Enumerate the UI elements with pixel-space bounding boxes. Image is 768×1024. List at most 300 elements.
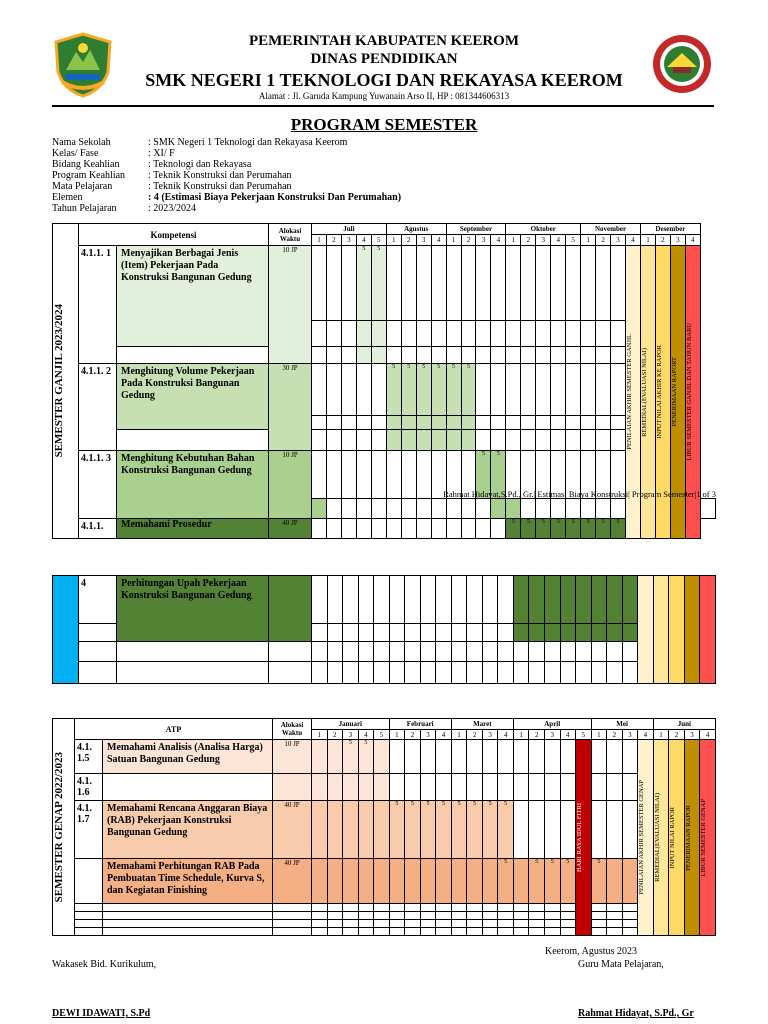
calendar-event-column — [669, 740, 685, 936]
week-cell — [491, 430, 506, 451]
week-cell — [498, 774, 514, 801]
week-cell — [343, 912, 359, 920]
week-number: 5 — [566, 235, 581, 246]
week-number: 2 — [461, 235, 476, 246]
week-cell — [536, 499, 551, 519]
week-number: 3 — [420, 730, 436, 740]
week-cell — [476, 499, 491, 519]
empty-jp-cell — [273, 920, 312, 928]
week-cell — [343, 928, 359, 936]
week-cell — [358, 912, 374, 920]
header-line1: PEMERINTAH KABUPATEN KEEROM — [248, 33, 519, 49]
week-cell: 5 — [416, 364, 431, 416]
week-cell — [451, 774, 467, 801]
week-cell — [591, 576, 607, 624]
week-cell — [420, 642, 436, 662]
week-cell — [389, 642, 405, 662]
week-cell — [544, 904, 560, 912]
week-cell — [591, 662, 607, 684]
week-number: 4 — [356, 235, 371, 246]
week-number: 4 — [700, 730, 716, 740]
week-cell: 5 — [551, 519, 566, 539]
week-cell: 5 — [420, 801, 436, 859]
week-cell — [551, 321, 566, 347]
week-number: 3 — [536, 235, 551, 246]
competency-jp: 10 JP — [269, 246, 312, 364]
atp-code — [75, 859, 103, 904]
week-cell — [529, 740, 545, 774]
continuation-row — [53, 642, 716, 662]
competency-jp: 10 JP — [269, 451, 312, 519]
week-cell — [591, 912, 607, 920]
week-number: 4 — [685, 235, 700, 246]
week-cell — [551, 416, 566, 430]
week-number: 1 — [581, 235, 596, 246]
calendar-event-label: PENERIMAAN RAPORT — [670, 357, 678, 427]
empty-jp-cell — [269, 642, 312, 662]
week-cell — [371, 499, 386, 519]
week-cell — [326, 347, 341, 364]
week-cell — [374, 912, 390, 920]
header-line2: DINAS PENDIDIKAN — [310, 51, 458, 67]
week-cell — [312, 904, 328, 912]
week-cell — [476, 364, 491, 416]
week-cell — [326, 430, 341, 451]
place-date: Keerom, Agustus 2023 — [545, 946, 637, 957]
week-cell — [312, 801, 328, 859]
week-cell — [341, 430, 356, 451]
atp-jp: 40 JP — [273, 801, 312, 859]
week-cell — [611, 416, 626, 430]
week-cell — [356, 416, 371, 430]
month-header: Juli — [312, 224, 387, 235]
week-cell: 5 — [446, 364, 461, 416]
week-cell — [566, 364, 581, 416]
empty-text-cell — [103, 904, 273, 912]
atp-jp — [273, 774, 312, 801]
week-cell — [446, 246, 461, 321]
week-cell — [513, 928, 529, 936]
week-number: 1 — [446, 235, 461, 246]
week-cell — [521, 499, 536, 519]
week-cell — [401, 416, 416, 430]
week-cell — [482, 576, 498, 624]
week-cell — [436, 904, 452, 912]
week-number: 2 — [467, 730, 483, 740]
week-cell — [596, 246, 611, 321]
week-cell — [498, 576, 514, 624]
week-cell — [506, 416, 521, 430]
week-number: 2 — [327, 730, 343, 740]
header-row — [53, 719, 716, 730]
week-cell — [312, 416, 327, 430]
week-cell — [356, 499, 371, 519]
week-cell — [560, 801, 576, 859]
empty-text-cell — [103, 912, 273, 920]
week-cell — [451, 576, 467, 624]
week-cell — [431, 416, 446, 430]
week-cell — [596, 347, 611, 364]
week-cell: 5 — [482, 801, 498, 859]
week-cell — [529, 642, 545, 662]
week-cell — [611, 321, 626, 347]
week-cell — [446, 416, 461, 430]
week-cell — [436, 920, 452, 928]
week-cell — [544, 662, 560, 684]
week-cell — [416, 430, 431, 451]
week-cell — [581, 416, 596, 430]
week-cell — [560, 912, 576, 920]
week-number: 3 — [341, 235, 356, 246]
week-cell — [529, 928, 545, 936]
left-signatory-name: DEWI IDAWATI, S.Pd — [52, 1008, 151, 1019]
week-cell — [401, 499, 416, 519]
month-header: Oktober — [506, 224, 581, 235]
week-cell — [544, 740, 560, 774]
week-cell — [513, 859, 529, 904]
week-cell — [544, 576, 560, 624]
week-number: 4 — [431, 235, 446, 246]
week-number: 1 — [386, 235, 401, 246]
week-cell — [312, 642, 328, 662]
week-cell — [591, 740, 607, 774]
week-cell — [611, 499, 626, 519]
week-cell — [560, 920, 576, 928]
week-cell — [513, 774, 529, 801]
week-cell — [622, 904, 638, 912]
week-cell — [536, 347, 551, 364]
week-cell — [521, 416, 536, 430]
week-cell — [622, 740, 638, 774]
week-cell: 5 — [521, 519, 536, 539]
week-cell: 5 — [371, 246, 386, 321]
week-cell — [343, 642, 359, 662]
week-cell — [356, 519, 371, 539]
competency-code: 4.1.1. — [79, 519, 117, 539]
week-cell — [420, 774, 436, 801]
week-cell: 5 — [358, 740, 374, 774]
week-cell — [389, 774, 405, 801]
empty-jp-cell — [269, 662, 312, 684]
week-cell — [451, 642, 467, 662]
week-cell — [356, 364, 371, 416]
week-cell — [482, 642, 498, 662]
week-cell — [420, 912, 436, 920]
week-cell — [607, 801, 623, 859]
week-cell — [596, 416, 611, 430]
month-header: Agustus — [386, 224, 446, 235]
week-cell — [581, 430, 596, 451]
week-cell — [451, 928, 467, 936]
week-cell — [551, 347, 566, 364]
week-number: 2 — [529, 730, 545, 740]
week-cell — [358, 624, 374, 642]
week-cell — [607, 642, 623, 662]
week-cell — [521, 321, 536, 347]
week-number: 3 — [684, 730, 700, 740]
week-cell — [491, 499, 506, 519]
week-cell — [700, 499, 715, 519]
week-cell — [467, 576, 483, 624]
week-cell — [482, 662, 498, 684]
week-cell — [327, 774, 343, 801]
week-cell: 5 — [560, 859, 576, 904]
week-cell — [356, 430, 371, 451]
week-cell — [312, 662, 328, 684]
week-number: 2 — [401, 235, 416, 246]
week-cell — [611, 364, 626, 416]
info-row: Mata Pelajaran : Teknik Konstruksi dan Perumahan — [52, 181, 292, 192]
week-number: 5 — [371, 235, 386, 246]
week-cell — [312, 519, 327, 539]
week-cell — [312, 859, 328, 904]
week-cell — [405, 662, 421, 684]
info-row: Program Keahlian : Teknik Konstruksi dan Perumahan — [52, 170, 292, 181]
week-cell — [467, 920, 483, 928]
week-number: 4 — [358, 730, 374, 740]
week-cell — [551, 364, 566, 416]
week-cell — [491, 246, 506, 321]
week-cell — [461, 430, 476, 451]
atp-row — [53, 912, 716, 920]
week-cell: 5 — [611, 519, 626, 539]
week-cell — [544, 624, 560, 642]
week-cell — [371, 321, 386, 347]
week-cell — [420, 928, 436, 936]
week-cell — [405, 774, 421, 801]
week-cell — [371, 519, 386, 539]
week-cell — [560, 928, 576, 936]
continuation-row — [53, 576, 716, 624]
week-cell: 5 — [356, 246, 371, 321]
month-header: Desember — [640, 224, 700, 235]
week-cell — [607, 904, 623, 912]
week-cell — [420, 662, 436, 684]
week-cell — [529, 912, 545, 920]
week-cell — [491, 321, 506, 347]
info-row: Bidang Keahlian : Teknologi dan Rekayasa — [52, 159, 252, 170]
continuation-side — [53, 576, 79, 684]
week-cell: 5 — [451, 801, 467, 859]
week-cell — [476, 519, 491, 539]
week-cell — [416, 347, 431, 364]
week-cell — [420, 624, 436, 642]
month-header: Februari — [389, 719, 451, 730]
week-cell — [536, 416, 551, 430]
week-cell — [529, 774, 545, 801]
week-cell — [581, 499, 596, 519]
week-cell — [386, 499, 401, 519]
week-cell — [312, 912, 328, 920]
week-cell: 5 — [343, 740, 359, 774]
genap-schedule-table — [52, 718, 716, 936]
week-cell — [622, 642, 638, 662]
week-cell — [374, 624, 390, 642]
week-cell: 5 — [529, 859, 545, 904]
week-cell — [506, 347, 521, 364]
week-cell — [521, 246, 536, 321]
atp-text — [103, 774, 273, 801]
week-cell — [312, 920, 328, 928]
competency-text: Perhitungan Upah Pekerjaan Konstruksi Bangunan Gedung — [117, 576, 269, 642]
week-cell — [451, 912, 467, 920]
week-cell — [482, 920, 498, 928]
week-cell: 5 — [591, 859, 607, 904]
week-number: 3 — [611, 235, 626, 246]
week-cell — [461, 499, 476, 519]
week-cell — [343, 904, 359, 912]
school-info — [52, 137, 401, 214]
competency-jp: 30 JP — [269, 364, 312, 451]
week-cell — [358, 859, 374, 904]
week-cell — [607, 859, 623, 904]
week-number: 3 — [343, 730, 359, 740]
week-cell — [327, 576, 343, 624]
calendar-event-label: INPUT NILAI AKHIR KE RAPOR — [655, 345, 663, 439]
week-cell — [467, 774, 483, 801]
week-cell — [431, 519, 446, 539]
week-cell — [622, 576, 638, 624]
week-cell — [611, 430, 626, 451]
week-number: 1 — [312, 730, 328, 740]
week-cell — [544, 642, 560, 662]
month-header: Januari — [312, 719, 390, 730]
week-cell — [405, 642, 421, 662]
semester-side-text: SEMESTER GENAP 2022/2023 — [53, 751, 65, 903]
week-cell — [431, 430, 446, 451]
empty-text-cell — [117, 430, 269, 451]
week-cell — [358, 642, 374, 662]
competency-jp — [269, 576, 312, 642]
atp-row — [53, 859, 716, 904]
empty-code-cell — [79, 662, 117, 684]
week-cell — [327, 859, 343, 904]
week-cell — [436, 624, 452, 642]
week-cell — [431, 347, 446, 364]
competency-text: Menyajikan Berbagai Jenis (Item) Pekerjaan Pada Konstruksi Bangunan Gedung — [117, 246, 269, 347]
week-cell — [498, 662, 514, 684]
atp-row — [53, 740, 716, 774]
calendar-event-column — [684, 740, 700, 936]
competency-code — [79, 624, 117, 642]
week-cell — [327, 642, 343, 662]
empty-text-cell — [103, 928, 273, 936]
week-cell — [371, 416, 386, 430]
week-cell — [544, 801, 560, 859]
week-cell — [341, 416, 356, 430]
week-cell — [476, 430, 491, 451]
week-cell — [436, 928, 452, 936]
empty-code-cell — [75, 928, 103, 936]
week-cell — [420, 859, 436, 904]
week-cell — [576, 576, 592, 624]
week-cell — [374, 642, 390, 662]
week-number: 4 — [638, 730, 654, 740]
week-cell — [529, 624, 545, 642]
week-cell — [431, 321, 446, 347]
week-cell — [326, 246, 341, 321]
atp-jp: 40 JP — [273, 859, 312, 904]
week-cell — [416, 519, 431, 539]
week-cell — [461, 347, 476, 364]
week-cell — [476, 321, 491, 347]
week-cell — [312, 347, 327, 364]
week-cell — [576, 642, 592, 662]
week-number: 2 — [596, 235, 611, 246]
week-cell — [596, 499, 611, 519]
week-cell — [436, 912, 452, 920]
competency-text: Menghitung Volume Pekerjaan Pada Konstruksi Bangunan Gedung — [117, 364, 269, 430]
calendar-event-label: INPUT NILAI RAPOR — [669, 806, 677, 869]
competency-code: 4 — [79, 576, 117, 624]
week-number: 1 — [451, 730, 467, 740]
atp-row — [53, 904, 716, 912]
week-cell — [461, 246, 476, 321]
week-cell — [374, 774, 390, 801]
week-cell — [467, 642, 483, 662]
week-cell — [467, 624, 483, 642]
atp-row — [53, 801, 716, 859]
calendar-event-label: PENILAIAN AKHIR SEMESTER GANJIL — [626, 334, 634, 450]
week-cell — [576, 624, 592, 642]
week-cell: 5 — [405, 801, 421, 859]
atp-text: Memahami Analisis (Analisa Harga) Satuan Bangunan Gedung — [103, 740, 273, 774]
week-cell — [491, 347, 506, 364]
week-cell — [312, 246, 327, 321]
week-cell — [467, 904, 483, 912]
week-cell — [529, 920, 545, 928]
calendar-event-column — [653, 576, 669, 684]
week-cell — [343, 774, 359, 801]
week-cell — [416, 246, 431, 321]
week-cell — [591, 642, 607, 662]
empty-text-cell — [103, 920, 273, 928]
week-number: 5 — [374, 730, 390, 740]
semester-side-label — [53, 719, 75, 936]
week-cell — [498, 920, 514, 928]
week-number: 1 — [591, 730, 607, 740]
week-cell — [431, 246, 446, 321]
week-number: 4 — [436, 730, 452, 740]
atp-row — [53, 928, 716, 936]
week-cell — [536, 246, 551, 321]
week-cell — [622, 662, 638, 684]
calendar-event-label: PENERIMAAN RAPOR — [684, 804, 692, 871]
week-cell — [513, 740, 529, 774]
week-cell — [436, 576, 452, 624]
atp-code: 4.1. 1.6 — [75, 774, 103, 801]
week-cell — [326, 499, 341, 519]
week-cell — [576, 662, 592, 684]
week-cell — [566, 246, 581, 321]
week-cell: 5 — [431, 364, 446, 416]
week-cell — [386, 321, 401, 347]
competency-code: 4.1.1. 3 — [79, 451, 117, 519]
empty-jp-cell — [273, 912, 312, 920]
school-name: SMK NEGERI 1 TEKNOLOGI DAN REKAYASA KEEROM — [145, 70, 623, 90]
week-cell — [420, 904, 436, 912]
week-cell — [551, 430, 566, 451]
week-cell: 5 — [536, 519, 551, 539]
week-cell — [611, 347, 626, 364]
week-cell: 5 — [596, 519, 611, 539]
week-cell — [551, 246, 566, 321]
week-number: 3 — [482, 730, 498, 740]
week-cell — [405, 928, 421, 936]
week-cell — [560, 642, 576, 662]
week-cell — [513, 642, 529, 662]
competency-row — [53, 364, 716, 416]
